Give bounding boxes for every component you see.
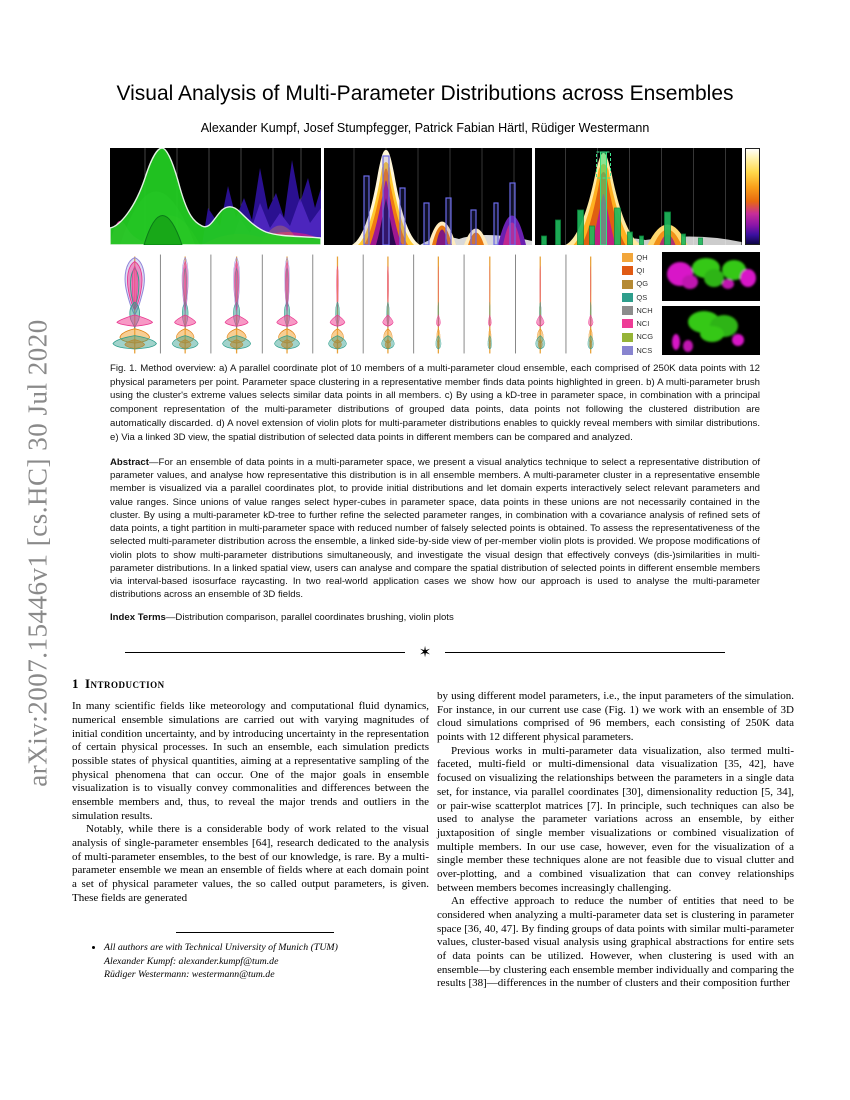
legend-swatch [622, 253, 633, 262]
abstract-label: Abstract [110, 457, 149, 468]
intro-paragraph-1: In many scientific fields like meteorology and computational fluid dynamics, numerical ensemble simulations are carried out with varying magnitudes of initial condition uncertainty, and by introducing uncertainty in the representation of certain physical processes. In such an ensemble, each simulation predicts possible states of physical quantities, aiming at a representative sampling of the physical phenomena that can occur. One of the major goals in ensemble visualization is to visually convey commonalities and differences between the ensemble members and, thus, to reveal the major trends and outliers in the simulation results. [72, 700, 429, 822]
diamond-icon: ✶ [418, 644, 432, 661]
paper-title: Visual Analysis of Multi-Parameter Distributions across Ensembles [116, 82, 734, 105]
separator-rule-left [125, 652, 405, 653]
intro-paragraph-3: by using different model parameters, i.e., the input parameters of the simulation. For instance, in our current use case (Fig. 1) we work with an ensemble of 3D cloud simulations comprised of 96 members, each consisting of 250K data points with 12 different physical parameters. [437, 690, 794, 744]
pcp-panel-a [110, 148, 321, 245]
legend-item: QG [622, 279, 658, 290]
figure-1 [110, 148, 760, 356]
density-colorbar [745, 148, 760, 245]
legend-swatch [622, 280, 633, 289]
footnote-line-2: Alexander Kumpf: alexander.kumpf@tum.de [104, 955, 279, 967]
index-terms-label: Index Terms [110, 612, 166, 623]
spatial-view-bottom [662, 306, 760, 355]
legend-swatch [622, 266, 633, 275]
pcp-panel-b [324, 148, 532, 245]
legend-swatch [622, 319, 633, 328]
pcp-panel-c [535, 148, 742, 245]
paper-authors: Alexander Kumpf, Josef Stumpfegger, Patrick Fabian Härtl, Rüdiger Westermann [200, 121, 650, 135]
legend-swatch [622, 306, 633, 315]
violin-plot-row [110, 252, 760, 356]
intro-paragraph-4: Previous works in multi-parameter data visualization, also termed multi-faceted, multi-field or multi-dimensional data visualization [35, 42], have focused on visualizing the relationships between the parameters in a single data set, for instance, via parallel coordinates [30], dimensionality reduction [5, 34], or pair-wise scatterplot matrices [7]. In principle, such techniques can also be used to analyse the parameter variations across an ensemble, by either juxtaposition of single member visualizations or combined visualization of multiple members. In our use case, however, even for the visualization of a single member these techniques alone are not feasible due to visual clutter and over-plotting, and a combined visualization that can convey relationships between members becomes increasingly challenging. [437, 744, 794, 894]
section-heading-introduction: 1 Introduction [72, 676, 165, 691]
figure-caption: Fig. 1. Method overview: a) A parallel coordinate plot of 10 members of a multi-parameter cloud ensemble, each comprised of 250K data points with 12 physical parameters per point. Parameter space clustering in a representative member finds data points highlighted in green. b) A multi-parameter brush using the cluster's extreme values selects similar data points in all members. c) By using a kD-tree in parameter space, in combination with a principal component representation of the multi-parameter distributions of grouped data points, data points not following the clustered distribution are automatically discarded. d) A novel extension of violin plots for multi-parameter distributions enables to quickly reveal members with similar distributions. e) Via a linked 3D view, the spatial distribution of selected data points in different members can be compared and analyzed. [110, 363, 760, 443]
parallel-coordinates-row [110, 148, 760, 245]
legend-swatch [622, 293, 633, 302]
legend-item: NCH [622, 305, 658, 316]
violin-plots [110, 252, 616, 356]
legend-item: NCG [622, 332, 658, 343]
legend-swatch [622, 333, 633, 342]
separator-rule-right [445, 652, 725, 653]
legend-item: QH [622, 252, 658, 263]
intro-paragraph-2: Notably, while there is a considerable body of work related to the visual analysis of single-parameter ensembles [64], research dedicated to the analysis of multi-parameter ensembles, to the best of our knowledge, is rare. By a multi-parameter ensemble we mean an ensemble of fields where at each domain point a set of physical parameter values, the so called output parameters, is given. These fields are generated [72, 823, 429, 904]
violin-legend [616, 252, 658, 356]
spatial-view-top [662, 252, 760, 301]
author-footnote [90, 932, 430, 982]
spatial-3d-views [662, 252, 760, 356]
right-column [437, 690, 794, 991]
intro-paragraph-5: An effective approach to reduce the number of entities that need to be considered when analyzing a multi-parameter data set is clustering in parameter space [36, 40, 47]. By finding groups of data points with similar multi-parameter values, cluster-based visual analysis using graphical abstractions for entire sets of data points can be utilized. However, when clustering is used with an ensemble—by clustering each ensemble member individually and comparing the results [38]—differences in the number of clusters and their composition further [437, 895, 794, 990]
footnote-line-1: • All authors are with Technical University of Munich (TUM) [104, 941, 430, 955]
legend-item: NCS [622, 345, 658, 356]
legend-swatch [622, 346, 633, 355]
footnote-line-3: Rüdiger Westermann: westermann@tum.de [104, 969, 275, 981]
section-separator [125, 645, 725, 660]
index-terms: Index Terms—Distribution comparison, parallel coordinates brushing, violin plots [110, 612, 454, 623]
legend-item: QS [622, 292, 658, 303]
left-column [72, 676, 429, 905]
abstract: Abstract—For an ensemble of data points in a multi-parameter space, we present a visual analytics technique to select a representative distribution of parameter values, and analyse how representative this distribution is in all ensemble members. A multi-parameter cluster in a representative ensemble member is visualized via a parallel coordinates plot, to provide initial distributions and let domain experts interactively select relevant parameters and value ranges. Since unions of value ranges select hyper-cubes in parameter space, data points in these unions are not necessarily contained in the cluster. By using a multi-parameter kD-tree to further refine the selected parameter ranges, in combination with a covariance analysis of refined sets of data points, a tight partition in multi-parameter space with reduced number of falsely selected points is obtained. To assess the representativeness of the selected multi-parameter distribution across the ensemble, a linked side-by-side view of per-member violin plots is provided. We propose modifications of violin plots to show multi-parameter distributions simultaneously, and investigate the visual design that effectively conveys (dis-)similarities in multi-parameter distributions. In a linked spatial view, users can analyse and compare the spatial distribution of selected points in different ensemble members via interval-based isosurface raycasting. In two real-world application cases we show how our approach is used to analyse the multi-parameter distributions across an ensemble of 3D fields. [110, 457, 760, 601]
arxiv-watermark: arXiv:2007.15446v1 [cs.HC] 30 Jul 2020 [22, 319, 53, 787]
footnote-rule [176, 932, 334, 933]
legend-item: QI [622, 265, 658, 276]
legend-item: NCI [622, 318, 658, 329]
